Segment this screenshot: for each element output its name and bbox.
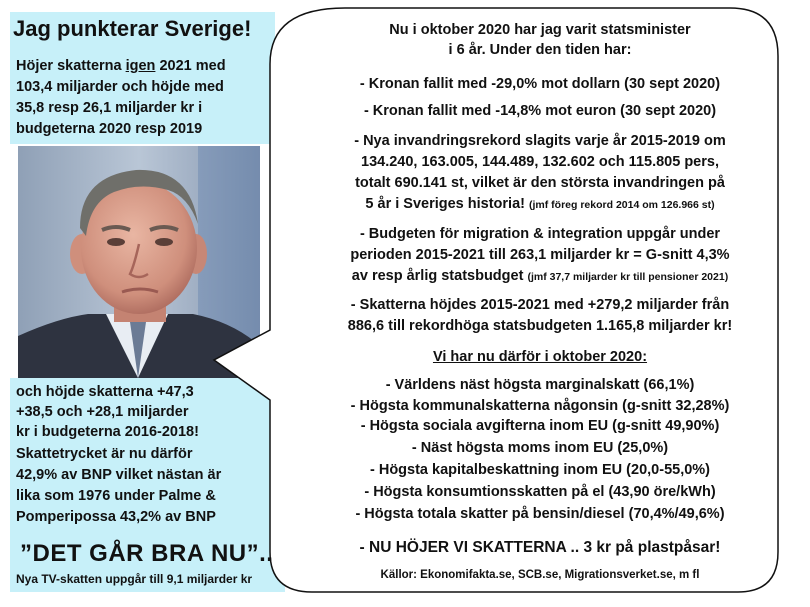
list-item: - Världens näst högsta marginalskatt (66,1%) (385, 377, 695, 393)
bottom-text-line: Skattetrycket är nu därför (16, 446, 193, 462)
list-item: - Näst högsta moms inom EU (25,0%) (411, 440, 669, 456)
immigration-line: totalt 690.141 st, vilket är den största invandringen på (355, 175, 725, 191)
immigration-line: - Nya invandringsrekord slagits varje år 2015-2019 om (354, 133, 726, 149)
list-item: - Högsta totala skatter på bensin/diesel (70,4%/49,6%) (355, 506, 725, 522)
top-text-line: budgeterna 2020 resp 2019 (16, 121, 203, 137)
taxes-line: - Skatterna höjdes 2015-2021 med +279,2 miljarder från (350, 297, 730, 313)
intro-line: Nu i oktober 2020 har jag varit statsminister (389, 22, 691, 38)
list-item: - Högsta kommunalskatterna någonsin (g-snitt 32,28%) (350, 398, 730, 414)
bottom-text-line: +38,5 och +28,1 miljarder (16, 404, 189, 420)
taxes-line: 886,6 till rekordhöga statsbudgeten 1.165,8 miljarder kr! (347, 318, 733, 334)
immigration-line: 134.240, 163.005, 144.489, 132.602 och 115.805 pers, (361, 154, 719, 170)
krona-euro-line: - Kronan fallit med -14,8% mot euron (30 sept 2020) (363, 103, 717, 119)
top-text-line: 103,4 miljarder och höjde med (16, 79, 224, 95)
list-item: - Högsta sociala avgifterna inom EU (g-snitt 49,90%) (360, 418, 720, 434)
sources-line: Källor: Ekonomifakta.se, SCB.se, Migrationsverket.se, m fl (380, 569, 700, 581)
budget-line: av resp årlig statsbudget (jmf 37,7 miljarder kr till pensioner 2021) (351, 268, 729, 284)
section-heading: Vi har nu därför i oktober 2020: (432, 349, 648, 365)
intro-line: i 6 år. Under den tiden har: (448, 42, 632, 58)
immigration-line: 5 år i Sveriges historia! (jmf föreg rekord 2014 om 126.966 st) (365, 196, 715, 212)
top-text-line: Höjer skatterna igen 2021 med (16, 58, 226, 74)
bottom-text-line: lika som 1976 under Palme & (16, 488, 216, 504)
list-item: - Högsta kapitalbeskattning inom EU (20,0-55,0%) (369, 462, 711, 478)
budget-line: perioden 2015-2021 till 263,1 miljarder kr = G-snitt 4,3% (350, 247, 730, 263)
bottom-text-line: Pomperipossa 43,2% av BNP (16, 509, 216, 525)
bottom-text-line: 42,9% av BNP vilket nästan är (16, 467, 222, 483)
krona-dollar-line: - Kronan fallit med -29,0% mot dollarn (30 sept 2020) (359, 76, 721, 92)
budget-line: - Budgeten för migration & integration uppgår under (359, 226, 721, 242)
page-title: Jag punkterar Sverige! (13, 16, 252, 41)
top-text-line: 35,8 resp 26,1 miljarder kr i (16, 100, 203, 116)
final-statement: - NU HÖJER VI SKATTERNA .. 3 kr på plastpåsar! (359, 539, 721, 556)
bottom-text-line: kr i budgeterna 2016-2018! (16, 424, 199, 440)
bottom-text-line: och höjde skatterna +47,3 (16, 384, 194, 400)
tv-tax-note: Nya TV-skatten uppgår till 9,1 miljarder kr (16, 572, 253, 586)
slogan: ”DET GÅR BRA NU”.. (20, 540, 274, 567)
list-item: - Högsta konsumtionsskatten på el (43,90 öre/kWh) (364, 484, 716, 500)
